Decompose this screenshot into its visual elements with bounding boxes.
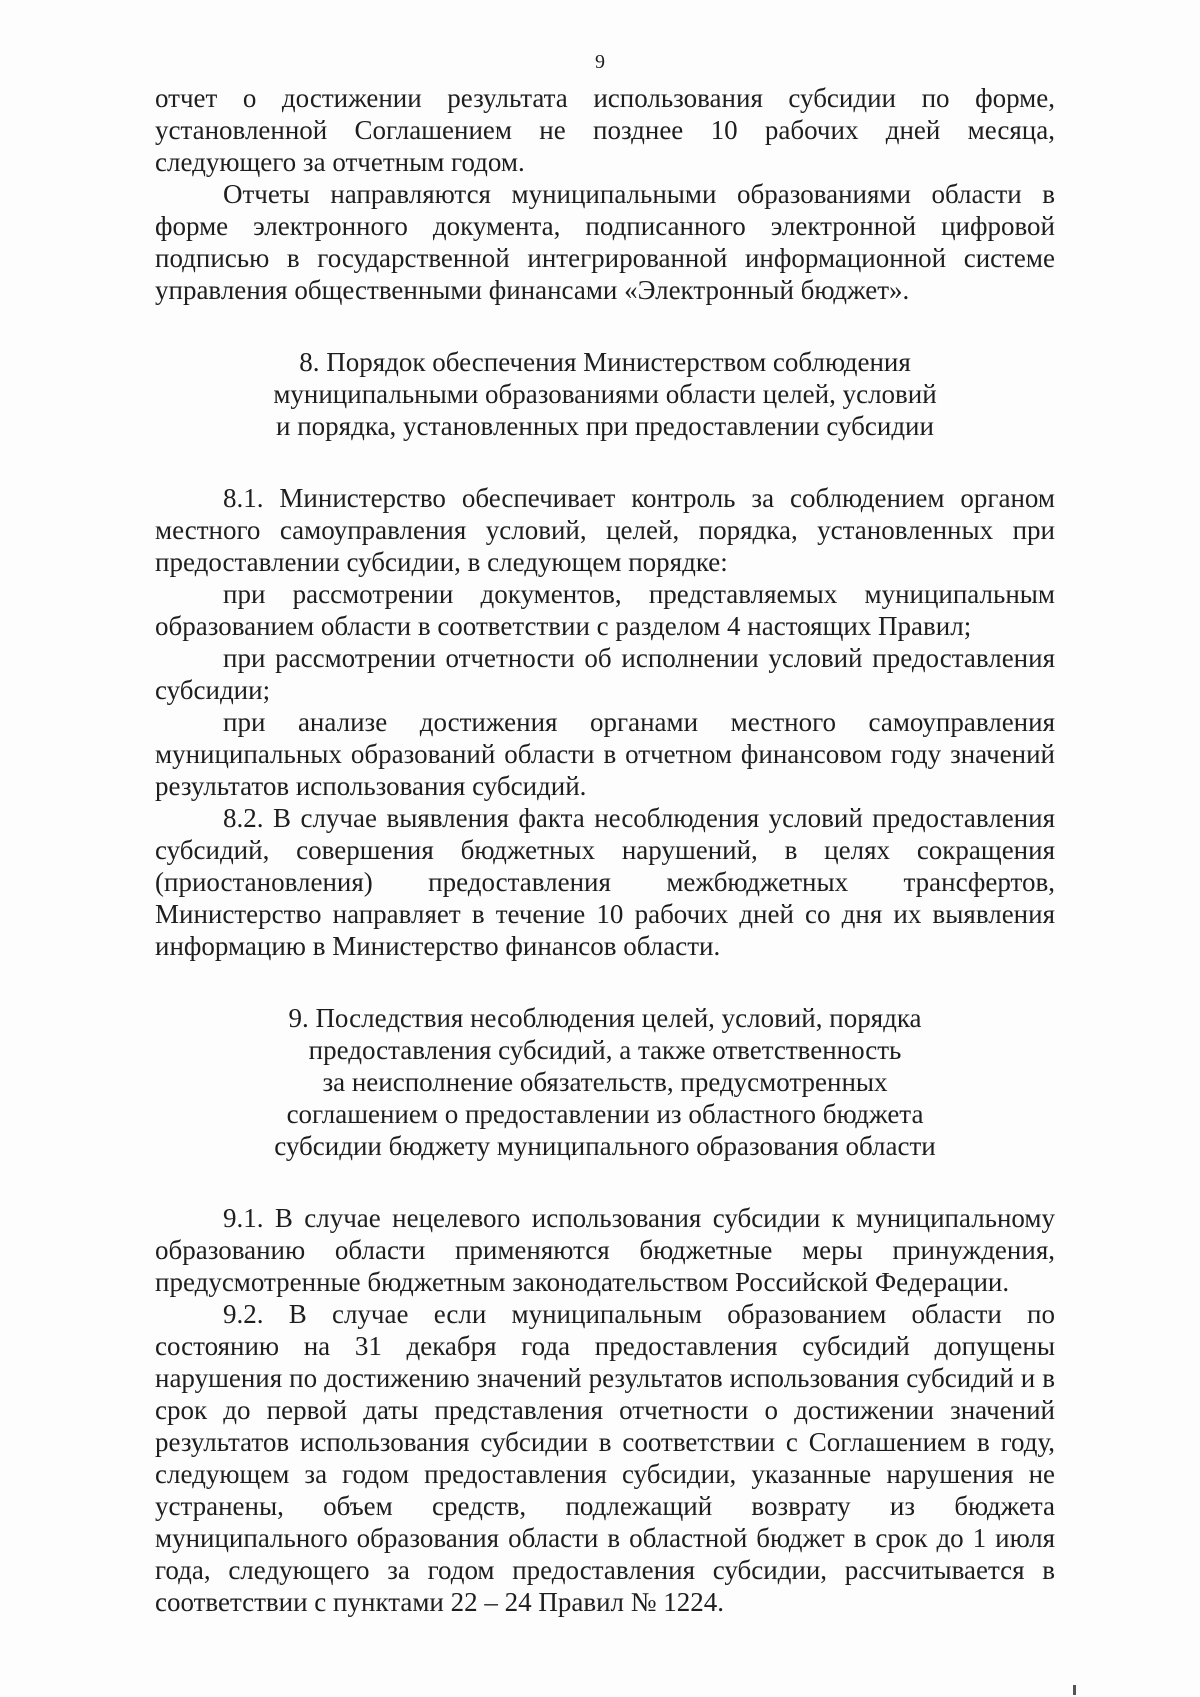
- section-9-heading-line: субсидии бюджету муниципального образования области: [274, 1131, 936, 1161]
- section-8-heading-line: и порядка, установленных при предоставлении субсидии: [276, 411, 934, 441]
- section-9-heading: [155, 1002, 1055, 1162]
- paragraph-9-1: 9.1. В случае нецелевого использования субсидии к муниципальному образованию области применяются бюджетные меры принуждения, предусмотренные бюджетным законодательством Российской Федерации.: [155, 1203, 1055, 1297]
- document-body: [155, 82, 1055, 1618]
- paragraph-8-2: 8.2. В случае выявления факта несоблюдения условий предоставления субсидий, совершения бюджетных нарушений, в целях сокращения (приостановления) предоставления межбюджетных трансфертов, Министерство направляет в течение 10 рабочих дней со дня их выявления информацию в Министерство финансов области.: [155, 803, 1055, 961]
- section-9-heading-line: предоставления субсидий, а также ответственность: [308, 1035, 902, 1065]
- scan-artifact-mark: [1073, 1685, 1076, 1695]
- section-8-heading-line: 8. Порядок обеспечения Министерством соблюдения: [299, 347, 911, 377]
- section-8-heading-line: муниципальными образованиями области целей, условий: [273, 379, 937, 409]
- section-9-heading-line: 9. Последствия несоблюдения целей, условий, порядка: [288, 1003, 922, 1033]
- paragraph-8-1-item-analysis: при анализе достижения органами местного самоуправления муниципальных образований области в отчетном финансовом году значений результатов использования субсидий.: [155, 707, 1055, 801]
- section-9-heading-line: соглашением о предоставлении из областного бюджета: [286, 1099, 924, 1129]
- paragraph-9-2: 9.2. В случае если муниципальным образованием области по состоянию на 31 декабря года предоставления субсидий допущены нарушения по достижению значений результатов использования субсидий и в срок до первой даты представления отчетности о достижении значений результатов использования субсидии в соответствии с Соглашением в году, следующем за годом предоставления субсидии, указанные нарушения не устранены, объем средств, подлежащий возврату из бюджета муниципального образования области в областной бюджет в срок до 1 июля года, следующего за годом предоставления субсидии, рассчитывается в соответствии с пунктами 22 – 24 Правил № 1224.: [155, 1299, 1055, 1617]
- paragraph-8-1: 8.1. Министерство обеспечивает контроль за соблюдением органом местного самоуправления условий, целей, порядка, установленных при предоставлении субсидии, в следующем порядке:: [155, 483, 1055, 577]
- section-8-heading: [155, 346, 1055, 442]
- paragraph-8-1-item-documents: при рассмотрении документов, представляемых муниципальным образованием области в соответствии с разделом 4 настоящих Правил;: [155, 579, 1055, 641]
- page-number: 9: [595, 51, 605, 73]
- paragraph-report-deadline: отчет о достижении результата использования субсидии по форме, установленной Соглашением не позднее 10 рабочих дней месяца, следующего за отчетным годом.: [155, 83, 1055, 177]
- paragraph-8-1-item-reporting: при рассмотрении отчетности об исполнении условий предоставления субсидии;: [155, 643, 1055, 705]
- section-9-heading-line: за неисполнение обязательств, предусмотренных: [322, 1067, 888, 1097]
- paragraph-report-submission: Отчеты направляются муниципальными образованиями области в форме электронного документа, подписанного электронной цифровой подписью в государственной интегрированной информационной системе управления общественными финансами «Электронный бюджет».: [155, 179, 1055, 305]
